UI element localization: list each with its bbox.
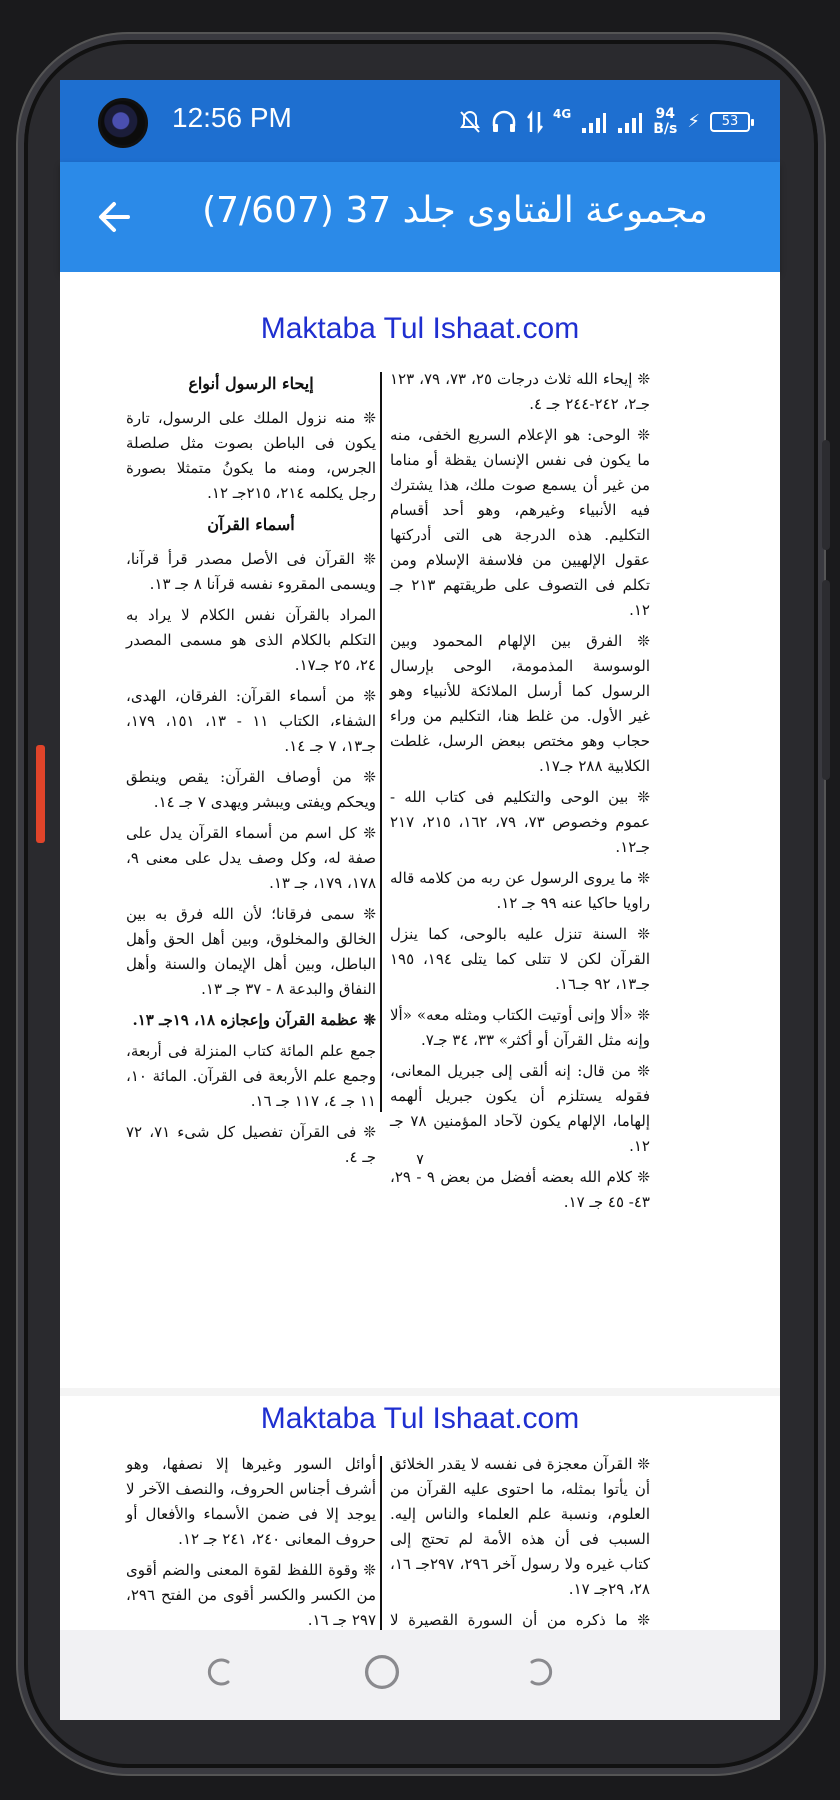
section-heading: إيحاء الرسول أنواع	[188, 374, 314, 393]
data-transfer-icon	[527, 110, 543, 134]
home-icon[interactable]	[360, 1650, 404, 1694]
power-button	[822, 440, 830, 550]
document-page-8	[60, 1396, 780, 1636]
column-divider	[380, 1456, 382, 1656]
left-column	[126, 367, 376, 1176]
left-column	[126, 1452, 376, 1639]
status-bar	[60, 80, 780, 162]
index-entry: ❊ عظمة القرآن وإعجازه ١٨، ١٩جـ ١٣.	[126, 1008, 376, 1033]
index-entry: ❊ «ألا وإنى أوتيت الكتاب ومثله معه» «ألا وإنه مثل القرآن أو أكثر» ٣٣، ٣٤ جـ٧.	[390, 1003, 650, 1053]
page-number: ٧	[416, 1152, 424, 1168]
bell-off-icon	[459, 110, 481, 134]
battery-icon: 53	[710, 112, 750, 132]
index-entry: جمع علم المائة كتاب المنزلة فى أربعة، وجمع علم الأربعة فى القرآن. المائة ١٠، ١١ جـ ٤، ١١٧ جـ ١٦.	[126, 1042, 376, 1110]
index-entry: ❊ القرآن معجزة فى نفسه لا يقدر الخلائق أن يأتوا بمثله، ما احتوى عليه القرآن من العلوم، ونسبة علم العلماء والناس إليه. السبب فى أن هذه الأمة لم تحتج إلى كتاب غيره ولا رسول آخر ٢٩٦، ٢٩٧جـ ١٦، ٢٨، ٢٩جـ ١٧.	[390, 1452, 650, 1602]
index-entry: ❊ إيحاء الله ثلاث درجات ٢٥، ٧٣، ٧٩، ١٢٣ جـ٢، ٢٤٢-٢٤٤ جـ ٤.	[390, 367, 650, 417]
index-entry: ❊ بين الوحى والتكليم فى كتاب الله - عموم وخصوص ٧٣، ٧٩، ١٦٢، ٢١٥، ٢١٧ جـ١٢.	[390, 785, 650, 860]
index-entry: ❊ وقوة اللفظ لقوة المعنى والضم أقوى من الكسر والكسر أقوى من الفتح ٢٩٦، ٢٩٧ جـ ١٦.	[126, 1558, 376, 1633]
index-entry: ❊ كل اسم من أسماء القرآن يدل على صفة له، وكل وصف يدل على معنى ٩، ١٧٨، ١٧٩، جـ ١٣.	[126, 821, 376, 896]
page-watermark-site: Maktaba Tul Ishaat.com	[260, 1402, 580, 1435]
index-entry: ❊ سمى فرقانا؛ لأن الله فرق به بين الخالق والمخلوق، وبين أهل الحق وأهل الباطل، وبين أهل الإيمان والسنة وأهل النفاق والبدعة ٨ - ٣٧ جـ ١٣.	[126, 902, 376, 1002]
status-time: 12:56 PM	[172, 102, 292, 133]
document-page-7	[60, 272, 780, 1388]
app-bar	[60, 162, 780, 272]
back-icon[interactable]	[520, 1652, 560, 1692]
section-heading: أسماء القرآن	[207, 515, 295, 534]
page-title: مجموعة الفتاوى جلد 37 (7/607)	[202, 190, 708, 231]
navigation-bar	[60, 1630, 780, 1720]
network-speed	[653, 107, 677, 137]
index-entry: ❊ الوحى: هو الإعلام السريع الخفى، منه ما يكون فى نفس الإنسان يقظة أو مناما من غير أن يسمع صوت ملك، هذا يشترك فيه الأنبياء وغيرهم، وهو أحد أقسام التكليم. هذه الدرجة هى التى أدركتها عقول الإلهيين من فلاسفة الإسلام ومن تكلم فى التصوف على طريقتهم ٢١٣ جـ ١٢.	[390, 423, 650, 623]
index-entry: ❊ السنة تنزل عليه بالوحى، كما ينزل القرآن لكن لا تتلى كما يتلى ١٩٤، ١٩٥ جـ١٣، ٩٢ جـ١٦.	[390, 922, 650, 997]
column-divider	[380, 372, 382, 1112]
status-icons	[459, 102, 750, 142]
index-entry: ❊ الفرق بين الإلهام المحمود وبين الوسوسة المذمومة، الوحى بإرسال الرسول كما أرسل الملائكة للأنبياء وهو غير الأول. من غلط هنا، التكليم من وراء حجاب وهو مختص ببعض الرسل، غلطت الكلابية ٢٨٨ جـ١٧.	[390, 629, 650, 779]
index-entry: ❊ القرآن فى الأصل مصدر قرأ قرآنا، ويسمى المقروء نفسه قرآنا ٨ جـ ١٣.	[126, 547, 376, 597]
volume-button	[822, 580, 830, 780]
side-accent	[36, 745, 45, 843]
index-entry: ❊ من أسماء القرآن: الفرقان، الهدى، الشفاء، الكتاب ١١ - ١٣، ١٥١، ١٧٩، جـ١٣، ٧ جـ ١٤.	[126, 684, 376, 759]
network-speed-value: 94	[655, 106, 676, 122]
right-column	[390, 367, 650, 1221]
screen	[60, 80, 780, 1720]
index-entry: ❊ ما ذكره من أن السورة القصيرة لا	[390, 1608, 650, 1658]
front-camera-icon	[98, 98, 148, 148]
charging-icon: ⚡	[687, 111, 700, 132]
index-entry: ❊ كلام الله بعضه أفضل من بعض ٩ - ٢٩، ٤٣- ٤٥ جـ ١٧.	[390, 1165, 650, 1215]
recent-apps-icon[interactable]	[200, 1652, 240, 1692]
network-speed-unit: B/s	[653, 121, 678, 137]
signal-icon-1	[581, 110, 607, 134]
index-entry: ❊ ما يروى الرسول عن ربه من كلامه قاله راويا حاكيا عنه ٩٩ جـ ١٢.	[390, 866, 650, 916]
index-entry: المراد بالقرآن نفس الكلام لا يراد به التكلم بالكلام الذى هو مسمى المصدر ٢٤، ٢٥ جـ١٧.	[126, 606, 376, 674]
back-arrow-icon[interactable]	[90, 192, 140, 242]
index-entry: أوائل السور وغيرها إلا نصفها، وهو أشرف أجناس الحروف، والنصف الآخر لا يوجد إلا فى ضمن الأسماء والأفعال أو حروف المعانى ٢٤٠، ٢٤١ جـ ١٢.	[126, 1455, 376, 1548]
index-entry: ❊ منه نزول الملك على الرسول، تارة يكون فى الباطن بصوت مثل صلصلة الجرس، ومنه ما يكونُ متمثلا بصورة رجل يكلمه ٢١٤، ٢١٥جـ ١٢.	[126, 406, 376, 506]
signal-4g-icon: 4G	[553, 107, 572, 121]
signal-icon-2	[617, 110, 643, 134]
index-entry: ❊ من أوصاف القرآن: يقص وينطق ويحكم ويفتى ويبشر ويهدى ٧ جـ ١٤.	[126, 765, 376, 815]
index-entry: ❊ فى القرآن تفصيل كل شىء ٧١، ٧٢ جـ ٤.	[126, 1120, 376, 1170]
page-watermark-site: Maktaba Tul Ishaat.com	[260, 312, 580, 345]
document-viewer[interactable]	[60, 272, 780, 1630]
index-entry: ❊ من قال: إنه ألقى إلى جبريل المعانى، فقوله يستلزم أن يكون جبريل ألهمه إلهاما، الإلهام يكون لآحاد المؤمنين ٧٨ جـ ١٢.	[390, 1059, 650, 1159]
headphones-icon	[491, 110, 517, 134]
